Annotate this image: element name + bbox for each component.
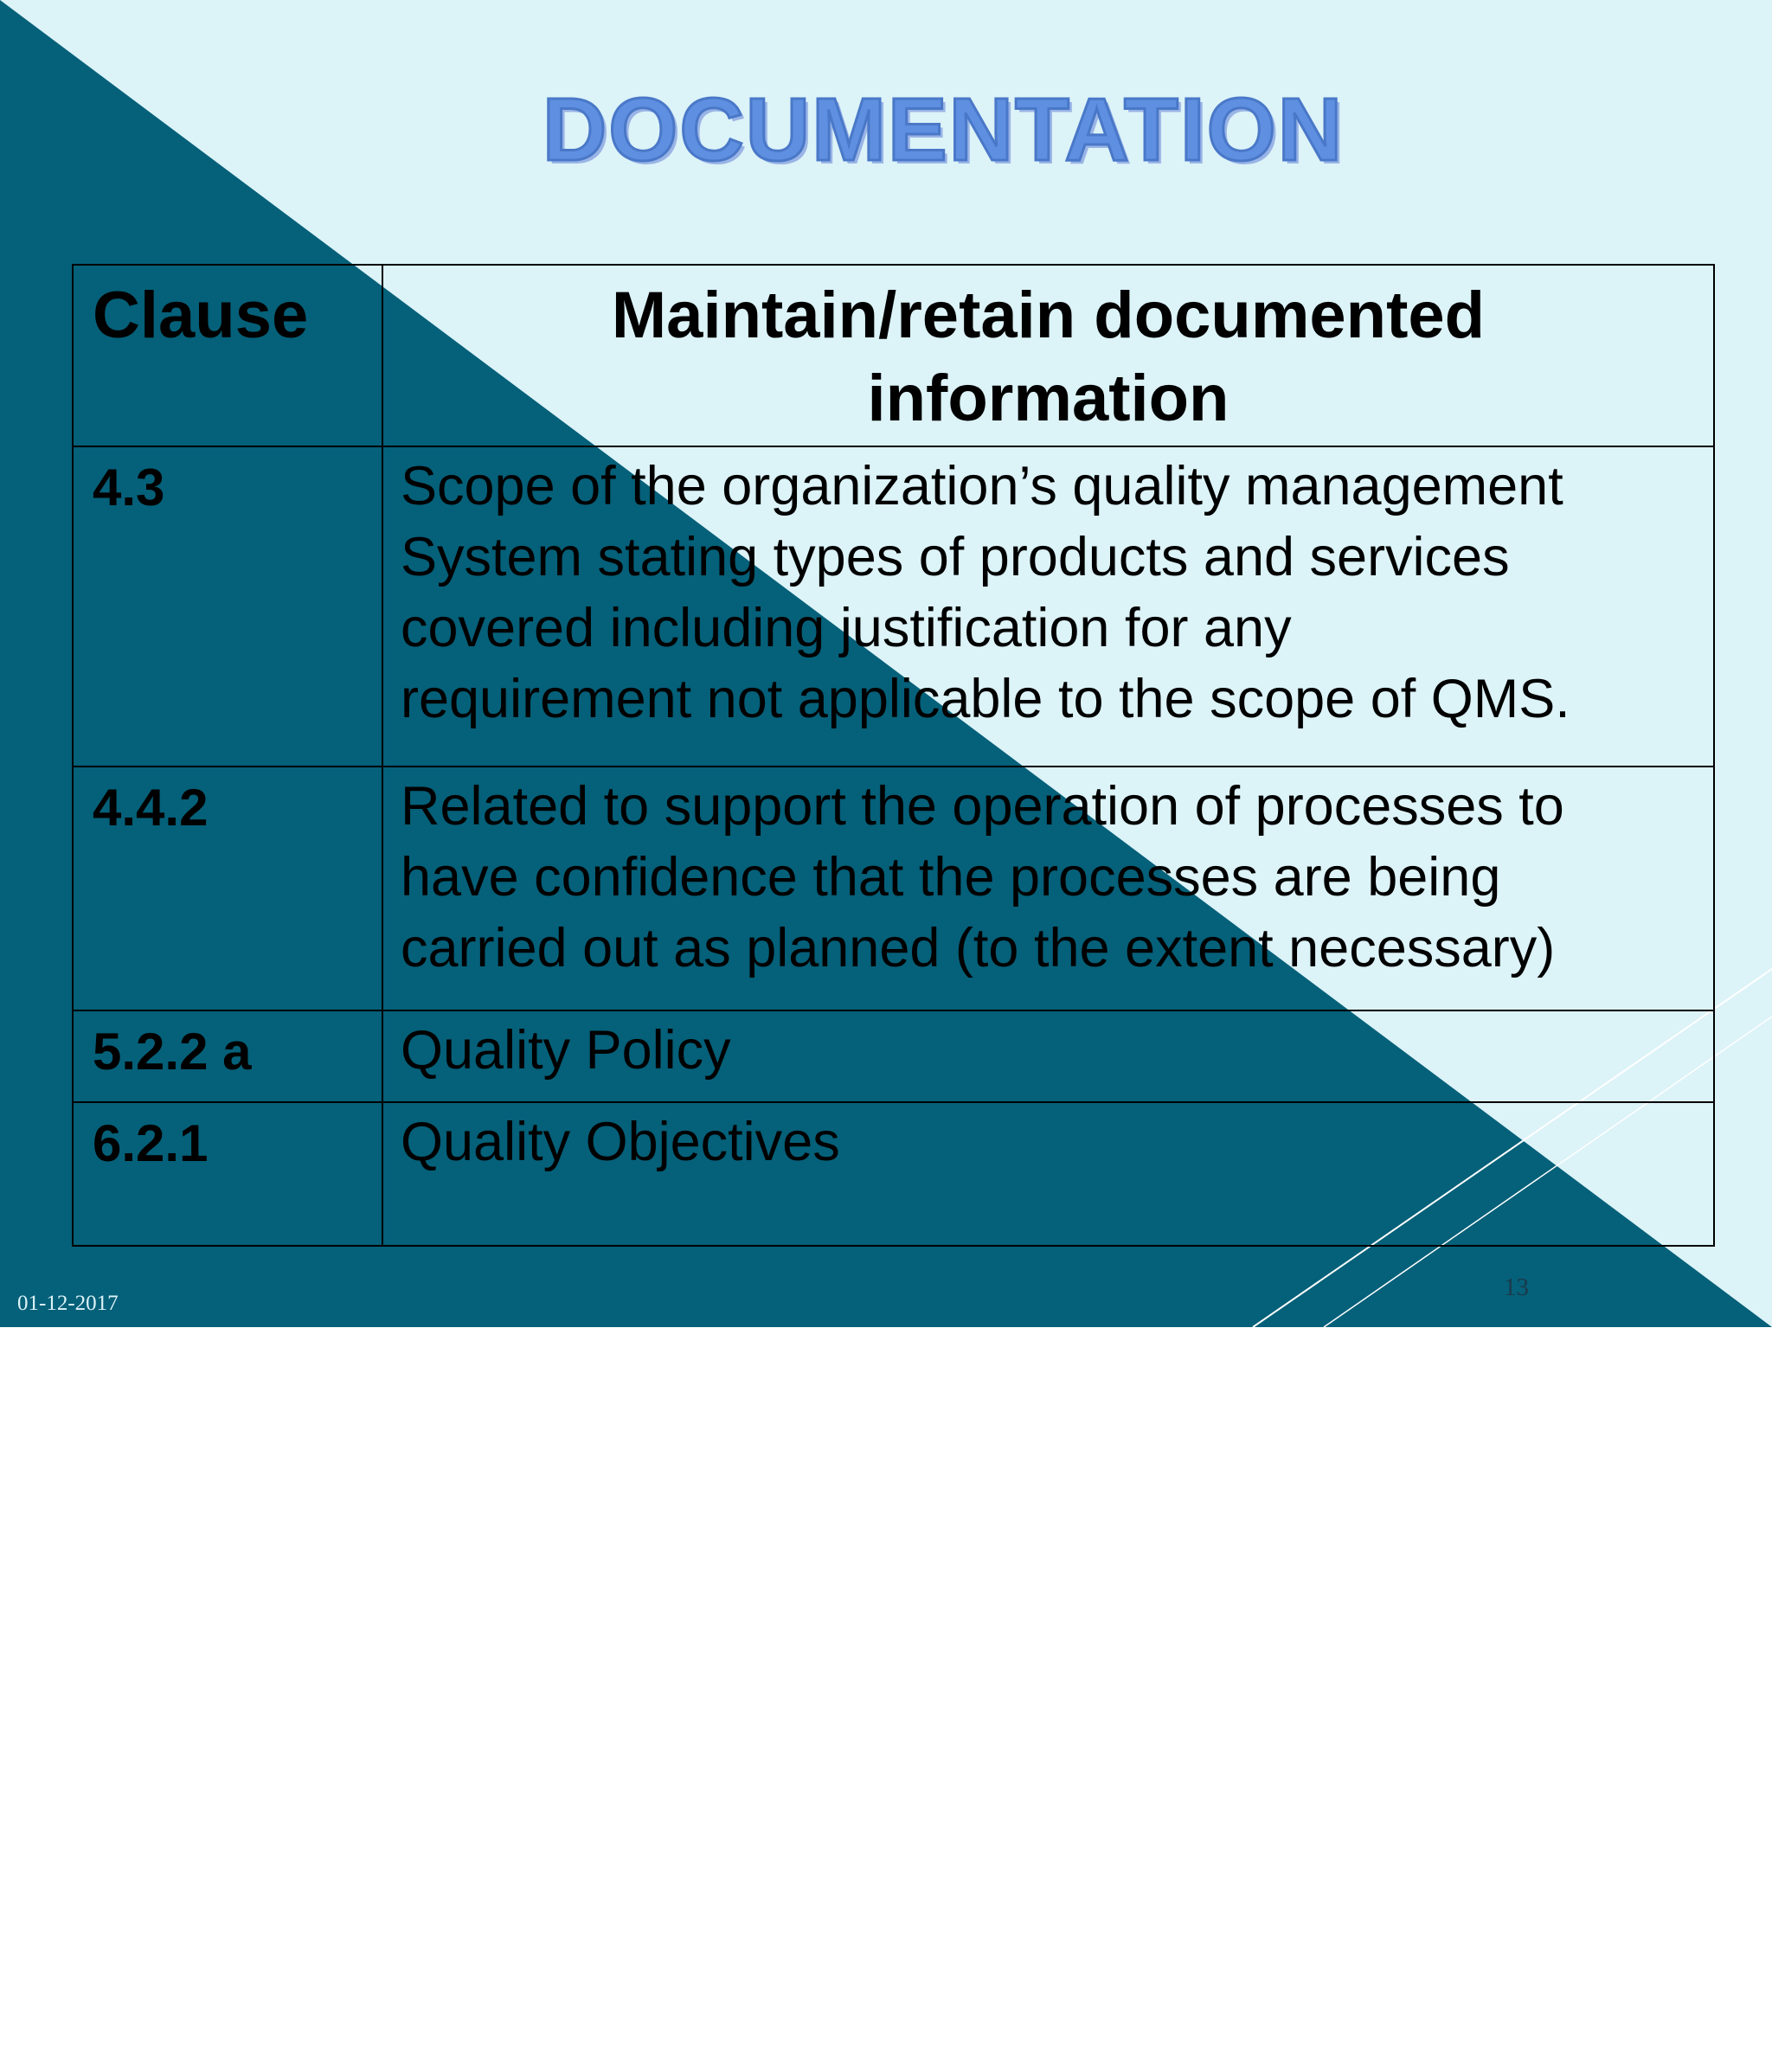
table-row [73,1102,1714,1246]
description-line: requirement not applicable to the scope of QMS. [401,669,1570,729]
clause-cell: 4.4.2 [73,767,382,1010]
description-line: Quality Objectives [401,1112,840,1172]
clause-cell: 5.2.2 a [73,1010,382,1102]
description-cell [382,446,1714,767]
header-description [382,265,1714,446]
table-row [73,767,1714,1010]
description-cell [382,1010,1714,1102]
table-row [73,446,1714,767]
description-line: have confidence that the processes are being [401,847,1501,908]
header-description-line: Maintain/retain documented [611,279,1486,352]
table-header-row [73,265,1714,446]
clause-cell: 6.2.1 [73,1102,382,1246]
table-row [73,1010,1714,1102]
description-cell [382,1102,1714,1246]
description-cell [382,767,1714,1010]
description-line: Related to support the operation of processes to [401,776,1564,837]
description-line: Quality Policy [401,1020,731,1081]
slide-title: DOCUMENTATION [542,80,1345,179]
footer-page-number: 13 [1504,1273,1529,1301]
header-description-line: information [867,362,1229,435]
description-line: System stating types of products and services [401,527,1510,587]
header-clause: Clause [73,265,382,446]
description-line: carried out as planned (to the extent necessary) [401,918,1556,978]
documentation-table [72,264,1715,1247]
description-line: covered including justification for any [401,598,1292,658]
clause-cell: 4.3 [73,446,382,767]
description-line: Scope of the organization’s quality management [401,456,1563,516]
footer-date: 01-12-2017 [17,1292,119,1315]
